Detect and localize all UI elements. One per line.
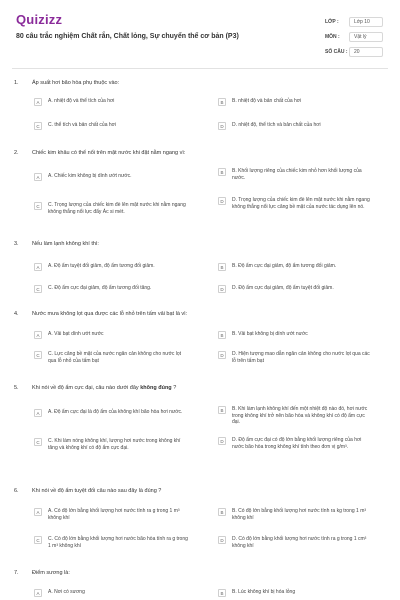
option-letter: D <box>218 351 226 359</box>
option-b[interactable] <box>218 508 372 521</box>
question-text: Chiếc kim khâu có thể nổi trên mặt nước khi đặt nằm ngang vì: <box>32 150 186 156</box>
option-a[interactable] <box>34 331 188 339</box>
option-text: A. Có độ lớn bằng khối lượng hơi nước tính ra g trong 1 m³ không khí <box>48 508 180 521</box>
worksheet-title: 80 câu trắc nghiệm Chất rắn, Chất lỏng, Sự chuyển thể cơ bản (P3) <box>16 33 239 40</box>
option-letter: A <box>34 263 42 271</box>
option-text: B. Khối lượng riêng của chiếc kim nhỏ hơn khối lượng của nước. <box>232 168 362 181</box>
header-divider <box>12 68 388 69</box>
question-text <box>32 385 372 391</box>
question-text-emphasis: không đúng <box>140 385 172 391</box>
option-text: B. Độ ẩm cực đại giảm, độ ẩm tương đối giảm. <box>232 263 337 269</box>
question-number: 7. <box>14 570 19 576</box>
option-text: B. Khi làm lạnh không khí đến một nhiệt độ nào đó, hơi nước trong không khí trở nên bão hòa và không khí có độ ẩm cực đại. <box>232 406 368 425</box>
option-letter: A <box>34 409 42 417</box>
option-a[interactable] <box>34 173 188 181</box>
option-letter: B <box>218 168 226 176</box>
option-b[interactable] <box>218 98 372 106</box>
option-c[interactable] <box>34 202 188 215</box>
question-text: Áp suất hơi bão hòa phụ thuộc vào: <box>32 80 120 86</box>
option-letter: D <box>218 285 226 293</box>
option-letter: A <box>34 98 42 106</box>
question-number: 1. <box>14 80 19 86</box>
option-text: A. Vải bạt dính ướt nước <box>48 331 104 337</box>
option-a[interactable] <box>34 589 188 597</box>
option-b[interactable] <box>218 263 372 271</box>
option-text: D. nhiệt độ, thể tích và bản chất của hơi <box>232 122 321 128</box>
option-b[interactable] <box>218 406 372 426</box>
question-number: 3. <box>14 241 19 247</box>
option-text: D. Độ ẩm cực đại giảm, độ ẩm tuyệt đối giảm. <box>232 285 334 291</box>
option-letter: D <box>218 122 226 130</box>
option-b[interactable] <box>218 331 372 339</box>
option-letter: A <box>34 331 42 339</box>
option-a[interactable] <box>34 263 188 271</box>
option-c[interactable] <box>34 351 188 364</box>
option-text: A. Chiếc kim không bị dính ướt nước. <box>48 173 132 179</box>
count-row <box>325 44 387 59</box>
option-letter: C <box>34 536 42 544</box>
question-text: Điểm sương là: <box>32 570 70 576</box>
worksheet-header <box>0 0 400 68</box>
option-letter: A <box>34 589 42 597</box>
option-c[interactable] <box>34 536 188 549</box>
option-letter: B <box>218 263 226 271</box>
option-letter: C <box>34 285 42 293</box>
option-d[interactable] <box>218 197 372 210</box>
question-text-suffix: ? <box>171 385 177 391</box>
option-letter: A <box>34 173 42 181</box>
option-text: B. Lúc không khí bị hóa lỏng <box>232 589 296 595</box>
option-letter: C <box>34 122 42 130</box>
option-c[interactable] <box>34 285 188 293</box>
subject-row <box>325 29 387 44</box>
worksheet-meta <box>325 14 387 59</box>
option-b[interactable] <box>218 168 372 181</box>
option-text: A. nhiệt độ và thể tích của hơi <box>48 98 115 104</box>
option-text: D. Hiện tượng mao dẫn ngăn cản không cho nước lọt qua các lỗ trên tấm bạt <box>232 351 370 364</box>
option-c[interactable] <box>34 122 188 130</box>
question-number: 6. <box>14 488 19 494</box>
option-c[interactable] <box>34 438 188 451</box>
option-text: C. Lực căng bề mặt của nước ngăn cản không cho nước lọt qua lỗ nhỏ của tấm bạt <box>48 351 182 364</box>
count-label: SỐ CÂU : <box>325 48 348 55</box>
question-text-prefix: Khi nói về độ ẩm cực đại, câu nào dưới đây <box>32 385 141 391</box>
question-text: Khi nói về độ ẩm tuyệt đối câu nào sau đây là đúng ? <box>32 488 162 494</box>
option-text: C. Có độ lớn bằng khối lượng hơi nước bão hòa tính ra g trong 1 m³ không khí <box>48 536 188 549</box>
option-text: C. Khi làm nóng không khí, lượng hơi nước trong không khí tăng và không khí có độ ẩm cực đại. <box>48 438 181 451</box>
option-text: C. thể tích và bản chất của hơi <box>48 122 117 128</box>
option-letter: C <box>34 438 42 446</box>
option-letter: D <box>218 197 226 205</box>
option-a[interactable] <box>34 508 188 521</box>
subject-label: MÔN : <box>325 33 340 40</box>
option-letter: B <box>218 406 226 414</box>
option-text: B. nhiệt độ và bản chất của hơi <box>232 98 302 104</box>
class-label: LỚP : <box>325 18 339 25</box>
option-letter: B <box>218 508 226 516</box>
question-number: 4. <box>14 311 19 317</box>
subject-value: Vật lý <box>349 32 383 42</box>
option-text: A. Nơi có sương <box>48 589 85 595</box>
question-text: Nếu làm lạnh không khí thì: <box>32 241 99 247</box>
question-number: 2. <box>14 150 19 156</box>
question-text: Nước mưa không lọt qua được các lỗ nhỏ trên tấm vải bạt là vì: <box>32 311 188 317</box>
option-text: C. Trọng lượng của chiếc kim đè lên mặt nước khi nằm ngang không thắng nổi lực đẩy Ác si mét. <box>48 202 186 215</box>
option-text: A. Độ ẩm tuyệt đối giảm, độ ẩm tương đối giảm. <box>48 263 155 269</box>
option-letter: B <box>218 589 226 597</box>
option-d[interactable] <box>218 285 372 293</box>
option-b[interactable] <box>218 589 372 597</box>
quizizz-logo[interactable]: Quizizz <box>16 12 63 27</box>
option-text: A. Độ ẩm cực đại là độ ẩm của không khí bão hòa hơi nước. <box>48 409 183 415</box>
class-row <box>325 14 387 29</box>
option-letter: D <box>218 437 226 445</box>
count-value: 20 <box>349 47 383 57</box>
option-d[interactable] <box>218 437 372 450</box>
option-d[interactable] <box>218 351 372 364</box>
option-letter: C <box>34 351 42 359</box>
option-text: B. Có độ lớn bằng khối lượng hơi nước tính ra kg trong 1 m³ không khí <box>232 508 367 521</box>
option-a[interactable] <box>34 98 188 106</box>
option-d[interactable] <box>218 536 372 549</box>
option-letter: A <box>34 508 42 516</box>
option-letter: B <box>218 331 226 339</box>
class-value: Lớp 10 <box>349 17 383 27</box>
question-number: 5. <box>14 385 19 391</box>
option-text: D. Trọng lượng của chiếc kim đè lên mặt nước khi nằm ngang không thắng nổi lực căng bề mặt của nước tác dụng lên nó. <box>232 197 370 210</box>
option-text: D. Có độ lớn bằng khối lượng hơi nước tính ra g trong 1 cm³ không khí <box>232 536 367 549</box>
option-letter: D <box>218 536 226 544</box>
option-letter: B <box>218 98 226 106</box>
option-text: C. Độ ẩm cực đại giảm, độ ẩm tương đối tăng. <box>48 285 152 291</box>
option-text: D. Độ ẩm cực đại có độ lớn bằng khối lượng riêng của hơi nước bão hòa trong không khí tính theo đơn vị g/m³. <box>232 437 362 450</box>
option-a[interactable] <box>34 409 188 417</box>
option-letter: C <box>34 202 42 210</box>
option-d[interactable] <box>218 122 372 130</box>
option-text: B. Vải bạt không bị dính ướt nước <box>232 331 308 337</box>
